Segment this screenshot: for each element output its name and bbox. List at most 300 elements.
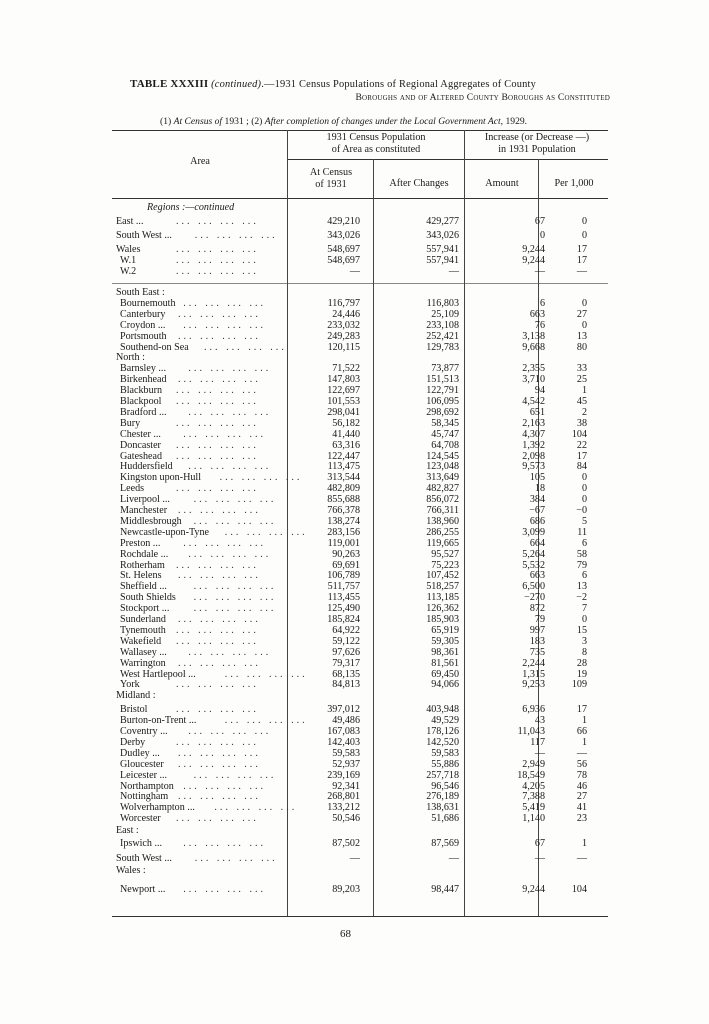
- table-bottom-rule: [112, 916, 608, 917]
- row-area-name: Portsmouth: [120, 330, 167, 342]
- row-after-changes: 69,450: [431, 668, 459, 680]
- row-per-1000: 17: [576, 254, 587, 266]
- row-leader-dots: ... ... ... ...: [176, 704, 259, 716]
- row-increase-amount: 1,140: [522, 813, 545, 825]
- row-per-1000: 41: [576, 802, 587, 814]
- row-area-name: Kingston upon-Hull: [120, 472, 202, 484]
- title-line-1: .—1931 Census Populations of Regional Aggregates of County: [261, 79, 537, 90]
- row-area-name: Worcester: [120, 813, 161, 825]
- row-leader-dots: ... ... ... ...: [183, 537, 267, 549]
- row-increase-amount: 76: [534, 319, 545, 331]
- row-census-1931: 138,274: [327, 515, 360, 527]
- row-leader-dots: ... ... ... ...: [176, 736, 259, 748]
- table-row: [0, 748, 709, 759]
- row-census-1931: 113,455: [327, 592, 360, 604]
- row-increase-amount: 5,532: [522, 559, 545, 571]
- row-census-1931: 50,546: [332, 813, 360, 825]
- row-leader-dots: ... ... ... ...: [178, 657, 261, 669]
- row-leader-dots: ... ... ... ...: [183, 883, 267, 895]
- row-area-name: Sheffield ...: [120, 581, 167, 593]
- row-area-name: Canterbury: [120, 308, 166, 320]
- row-after-changes: 313,649: [426, 472, 459, 484]
- table-row: [0, 802, 709, 813]
- row-per-1000: 15: [576, 624, 587, 636]
- row-increase-amount: 663: [529, 570, 545, 582]
- row-area-name: Bournemouth: [120, 297, 176, 309]
- header-per-1000: Per 1,000: [554, 178, 594, 189]
- row-census-1931: 343,026: [327, 229, 360, 241]
- table-row: [0, 494, 709, 505]
- row-census-1931: 97,626: [332, 646, 360, 658]
- row-per-1000: 1: [581, 736, 587, 748]
- row-census-1931: 548,697: [327, 254, 360, 266]
- table-row: [0, 451, 709, 462]
- table-row: [0, 461, 709, 472]
- row-increase-amount: 79: [534, 614, 545, 625]
- row-area-name: W.2: [120, 265, 137, 277]
- row-leader-dots: ... ... ... ...: [193, 581, 277, 593]
- row-census-1931: —: [349, 852, 360, 864]
- row-leader-dots: ... ... ... ...: [224, 715, 308, 727]
- row-after-changes: 98,361: [431, 646, 459, 658]
- row-increase-amount: 2,244: [522, 657, 545, 669]
- row-after-changes: 482,827: [426, 483, 459, 495]
- table-row: [0, 884, 709, 895]
- row-area-name: Wakefield: [120, 635, 162, 647]
- row-area-name: Preston ...: [120, 537, 161, 549]
- row-per-1000: 2: [581, 406, 587, 418]
- table-row: [0, 825, 709, 836]
- row-census-1931: 84,813: [332, 679, 360, 691]
- row-area-name: Leeds: [120, 483, 145, 495]
- table-row: [0, 483, 709, 494]
- table-row: [0, 592, 709, 603]
- row-area-name: Stockport ...: [120, 603, 170, 615]
- row-after-changes: 94,066: [431, 679, 459, 691]
- header-top-rule: [112, 130, 608, 131]
- row-census-1931: 63,316: [332, 439, 360, 451]
- row-census-1931: 90,263: [332, 548, 360, 560]
- row-per-1000: —: [576, 265, 587, 277]
- group-header-rule: [287, 159, 608, 160]
- row-after-changes: 557,941: [426, 254, 459, 266]
- row-leader-dots: ... ... ... ...: [178, 747, 261, 759]
- row-after-changes: 298,692: [426, 406, 459, 418]
- row-increase-amount: −270: [524, 592, 545, 604]
- row-leader-dots: ... ... ... ...: [194, 229, 278, 241]
- table-row: [0, 570, 709, 581]
- row-increase-amount: 6,500: [522, 581, 545, 593]
- table-row: [0, 352, 709, 363]
- row-after-changes: 95,527: [431, 548, 459, 560]
- header-area: Area: [190, 156, 210, 167]
- table-continued: (continued): [211, 79, 262, 90]
- table-row: [0, 363, 709, 374]
- row-leader-dots: ... ... ... ...: [176, 559, 259, 571]
- row-per-1000: —: [576, 852, 587, 864]
- row-after-changes: 55,886: [431, 758, 459, 770]
- row-area-name: South West ...: [116, 229, 172, 241]
- row-per-1000: 0: [581, 472, 587, 484]
- row-per-1000: 6: [581, 537, 587, 549]
- row-increase-amount: 43: [534, 715, 545, 727]
- row-increase-amount: 117: [530, 736, 545, 748]
- table-row: [0, 538, 709, 549]
- row-census-1931: 249,283: [327, 330, 360, 342]
- row-increase-amount: —: [534, 852, 545, 864]
- row-after-changes: 64,708: [431, 439, 459, 451]
- row-census-1931: 142,403: [327, 736, 360, 748]
- table-row: [0, 603, 709, 614]
- row-census-1931: 855,688: [327, 494, 360, 506]
- row-after-changes: 87,569: [431, 838, 459, 849]
- row-census-1931: 101,553: [327, 396, 360, 407]
- table-row: [0, 298, 709, 309]
- row-after-changes: 116,803: [426, 297, 459, 309]
- row-after-changes: 45,747: [431, 428, 459, 440]
- row-increase-amount: 2,098: [522, 450, 545, 462]
- row-leader-dots: ... ... ... ...: [178, 308, 261, 320]
- row-census-1931: 283,156: [327, 526, 360, 538]
- row-area-name: South West ...: [116, 852, 172, 864]
- table-row: [0, 770, 709, 781]
- row-increase-amount: 18: [534, 483, 545, 495]
- row-after-changes: 518,257: [426, 581, 459, 593]
- row-census-1931: 167,083: [327, 726, 360, 737]
- row-leader-dots: ... ... ... ...: [188, 548, 272, 560]
- table-row: [0, 331, 709, 342]
- row-increase-amount: 9,244: [522, 243, 545, 255]
- table-subtitle: [160, 116, 527, 127]
- row-area-name: Bradford ...: [120, 406, 167, 418]
- row-leader-dots: ... ... ... ...: [194, 852, 278, 864]
- row-after-changes: 766,311: [426, 505, 459, 516]
- row-census-1931: 87,502: [332, 838, 360, 849]
- row-area-name: South Shields: [120, 592, 176, 604]
- row-census-1931: 59,583: [332, 747, 360, 759]
- table-row: [0, 374, 709, 385]
- row-leader-dots: ... ... ... ...: [178, 570, 261, 582]
- row-census-1931: —: [349, 265, 360, 277]
- header-after-changes: After Changes: [389, 178, 449, 189]
- row-after-changes: 75,223: [431, 559, 459, 571]
- row-after-changes: 185,903: [426, 614, 459, 625]
- page-number: 68: [340, 928, 351, 940]
- row-census-1931: 233,032: [327, 319, 360, 331]
- row-leader-dots: ... ... ... ...: [183, 838, 267, 849]
- row-increase-amount: 7,388: [522, 791, 545, 803]
- table-row: [0, 202, 709, 213]
- row-census-1931: 185,824: [327, 614, 360, 625]
- row-area-name: Newport ...: [120, 883, 166, 895]
- row-leader-dots: ... ... ... ...: [183, 297, 267, 309]
- row-increase-amount: 6,936: [522, 704, 545, 716]
- row-leader-dots: ... ... ... ...: [176, 417, 259, 429]
- row-per-1000: 33: [576, 363, 587, 375]
- row-per-1000: 0: [581, 614, 587, 625]
- row-leader-dots: ... ... ... ...: [178, 330, 261, 342]
- row-census-1931: 125,490: [327, 603, 360, 615]
- row-increase-amount: 5,419: [522, 802, 545, 814]
- table-row: [0, 669, 709, 680]
- row-after-changes: 122,791: [426, 385, 459, 397]
- row-leader-dots: ... ... ... ...: [193, 494, 277, 506]
- header-increase-group: [466, 132, 608, 156]
- row-area-name: Tynemouth: [120, 624, 166, 636]
- row-per-1000: 11: [577, 526, 587, 538]
- row-per-1000: 6: [581, 570, 587, 582]
- row-leader-dots: ... ... ... ...: [178, 505, 261, 516]
- row-area-name: Midland :: [116, 690, 156, 702]
- row-after-changes: 403,948: [426, 704, 459, 716]
- table-row: [0, 244, 709, 255]
- row-census-1931: 122,447: [327, 450, 360, 462]
- row-per-1000: 0: [581, 297, 587, 309]
- row-census-1931: 133,212: [327, 802, 360, 814]
- row-per-1000: 45: [576, 396, 587, 407]
- row-increase-amount: 3,138: [522, 330, 545, 342]
- table-row: [0, 853, 709, 864]
- row-census-1931: 113,475: [327, 461, 360, 473]
- row-increase-amount: 686: [529, 515, 545, 527]
- row-area-name: Burton-on-Trent ...: [120, 715, 197, 727]
- row-area-name: Barnsley ...: [120, 363, 166, 375]
- row-increase-amount: −67: [529, 505, 545, 516]
- row-leader-dots: ... ... ... ...: [176, 813, 259, 825]
- row-area-name: Newcastle-upon-Tyne: [120, 526, 209, 538]
- row-census-1931: 92,341: [332, 780, 360, 792]
- row-census-1931: 24,446: [332, 308, 360, 320]
- row-area-name: W.1: [120, 254, 137, 266]
- row-increase-amount: 9,573: [522, 461, 545, 473]
- row-area-name: Wales :: [116, 864, 146, 876]
- row-leader-dots: ... ... ... ...: [188, 726, 272, 737]
- row-census-1931: 147,803: [327, 374, 360, 386]
- row-census-1931: 56,182: [332, 417, 360, 429]
- table-row: [0, 625, 709, 636]
- row-after-changes: 257,718: [426, 769, 459, 781]
- row-census-1931: 548,697: [327, 243, 360, 255]
- table-row: [0, 726, 709, 737]
- row-after-changes: 178,126: [426, 726, 459, 737]
- row-after-changes: 51,686: [431, 813, 459, 825]
- table-row: [0, 865, 709, 876]
- row-after-changes: 138,631: [426, 802, 459, 814]
- row-area-name: North :: [116, 352, 145, 364]
- row-area-name: South East :: [116, 287, 165, 298]
- row-leader-dots: ... ... ... ...: [204, 341, 287, 353]
- row-census-1931: 71,522: [332, 363, 360, 375]
- row-per-1000: 0: [581, 483, 587, 495]
- row-increase-amount: 105: [529, 472, 545, 484]
- header-population-line-1: 1931 Census Population: [326, 132, 426, 143]
- subtitle-note-1-text: At Census of: [173, 116, 223, 127]
- row-census-1931: 298,041: [327, 406, 360, 418]
- table-row: [0, 418, 709, 429]
- row-per-1000: 109: [571, 679, 587, 691]
- row-increase-amount: 663: [529, 308, 545, 320]
- row-after-changes: 138,960: [426, 515, 459, 527]
- table-row: [0, 560, 709, 571]
- table-row: [0, 255, 709, 266]
- table-title: [130, 78, 630, 103]
- header-at-census: [290, 167, 372, 191]
- row-after-changes: 59,583: [431, 747, 459, 759]
- row-increase-amount: 183: [529, 635, 545, 647]
- row-increase-amount: 2,163: [522, 417, 545, 429]
- row-per-1000: 3: [581, 635, 587, 647]
- table-row: [0, 658, 709, 669]
- row-area-name: Derby: [120, 736, 146, 748]
- row-leader-dots: ... ... ... ...: [178, 791, 261, 803]
- row-per-1000: 1: [581, 715, 587, 727]
- row-area-name: Chester ...: [120, 428, 161, 440]
- row-after-changes: 126,362: [426, 603, 459, 615]
- section-rule: [112, 283, 608, 284]
- row-leader-dots: ... ... ... ...: [193, 769, 277, 781]
- row-leader-dots: ... ... ... ...: [224, 668, 308, 680]
- row-increase-amount: 997: [529, 624, 545, 636]
- row-per-1000: 27: [576, 308, 587, 320]
- row-area-name: Bury: [120, 417, 141, 429]
- table-row: [0, 516, 709, 527]
- table-row: [0, 472, 709, 483]
- row-area-name: East ...: [116, 215, 144, 227]
- row-census-1931: 239,169: [327, 769, 360, 781]
- row-after-changes: 107,452: [426, 570, 459, 582]
- row-increase-amount: 4,205: [522, 780, 545, 792]
- row-increase-amount: 9,668: [522, 341, 545, 353]
- row-area-name: St. Helens: [120, 570, 162, 582]
- row-increase-amount: 2,949: [522, 758, 545, 770]
- row-per-1000: 0: [581, 494, 587, 506]
- row-leader-dots: ... ... ... ...: [188, 363, 272, 375]
- subtitle-note-2: (2): [251, 116, 263, 127]
- row-after-changes: 25,109: [431, 308, 459, 320]
- row-increase-amount: 4,307: [522, 428, 545, 440]
- row-per-1000: 1: [581, 838, 587, 849]
- subtitle-note-2-text: After completion of changes under the Local Government Act,: [264, 116, 504, 127]
- row-per-1000: 1: [581, 385, 587, 397]
- table-row: [0, 759, 709, 770]
- table-row: [0, 216, 709, 227]
- row-census-1931: 122,697: [327, 385, 360, 397]
- row-area-name: West Hartlepool ...: [120, 668, 196, 680]
- table-row: [0, 342, 709, 353]
- row-per-1000: 13: [576, 330, 587, 342]
- title-line-2: Boroughs and of Altered County Boroughs as Constituted: [355, 92, 610, 103]
- row-per-1000: 104: [571, 428, 587, 440]
- table-row: [0, 407, 709, 418]
- row-after-changes: 151,513: [426, 374, 459, 386]
- row-increase-amount: 3,710: [522, 374, 545, 386]
- table-row: [0, 266, 709, 277]
- table-number: TABLE XXXIII: [130, 78, 209, 90]
- row-leader-dots: ... ... ... ...: [176, 265, 259, 277]
- header-increase-line-1: Increase (or Decrease —): [484, 132, 590, 143]
- row-leader-dots: ... ... ... ...: [176, 254, 259, 266]
- row-after-changes: 98,447: [431, 883, 459, 895]
- row-after-changes: 65,919: [431, 624, 459, 636]
- row-increase-amount: 18,549: [517, 769, 545, 781]
- table-row: [0, 309, 709, 320]
- row-area-name: Doncaster: [120, 439, 161, 451]
- row-area-name: Warrington: [120, 657, 166, 669]
- row-census-1931: 89,203: [332, 883, 360, 895]
- row-per-1000: 104: [571, 883, 587, 895]
- subtitle-note-1-year: 1931 ;: [224, 116, 249, 127]
- table-row: [0, 791, 709, 802]
- row-after-changes: 557,941: [426, 243, 459, 255]
- row-after-changes: 59,305: [431, 635, 459, 647]
- row-increase-amount: —: [534, 265, 545, 277]
- row-per-1000: 23: [576, 813, 587, 825]
- row-census-1931: 120,115: [327, 341, 360, 353]
- row-leader-dots: ... ... ... ...: [176, 635, 259, 647]
- row-after-changes: 81,561: [431, 657, 459, 669]
- row-census-1931: 482,809: [327, 483, 360, 495]
- row-increase-amount: 67: [534, 215, 545, 227]
- subtitle-note-2-year: 1929.: [505, 116, 528, 127]
- row-leader-dots: ... ... ... ...: [178, 614, 261, 625]
- row-increase-amount: 94: [534, 385, 545, 397]
- row-leader-dots: ... ... ... ...: [176, 215, 259, 227]
- table-row: [0, 440, 709, 451]
- row-area-name: Coventry ...: [120, 726, 168, 737]
- header-population-group: [290, 132, 462, 156]
- row-increase-amount: 5,264: [522, 548, 545, 560]
- row-area-name: Gateshead: [120, 450, 163, 462]
- row-census-1931: 119,001: [327, 537, 360, 549]
- table-row: [0, 320, 709, 331]
- row-census-1931: 313,544: [327, 472, 360, 484]
- row-per-1000: 84: [576, 461, 587, 473]
- table-row: [0, 690, 709, 701]
- header-increase-line-2: in 1931 Population: [498, 144, 576, 155]
- row-leader-dots: ... ... ... ...: [176, 450, 259, 462]
- row-area-name: Bristol: [120, 704, 148, 716]
- row-increase-amount: 2,355: [522, 363, 545, 375]
- table-row: [0, 813, 709, 824]
- table-row: [0, 679, 709, 690]
- row-census-1931: 766,378: [327, 505, 360, 516]
- row-per-1000: 17: [576, 243, 587, 255]
- header-at-census-line-1: At Census: [309, 167, 353, 178]
- table-row: [0, 429, 709, 440]
- table-row: [0, 636, 709, 647]
- row-after-changes: 252,421: [426, 330, 459, 342]
- table-row: [0, 647, 709, 658]
- row-leader-dots: ... ... ... ...: [188, 406, 272, 418]
- row-census-1931: 68,135: [332, 668, 360, 680]
- row-area-name: Regions :—continued: [147, 202, 235, 213]
- row-area-name: Wallasey ...: [120, 646, 167, 658]
- row-area-name: Blackpool: [120, 396, 162, 407]
- row-increase-amount: 664: [529, 537, 545, 549]
- row-area-name: Southend-on Sea: [120, 341, 189, 353]
- table-row: [0, 396, 709, 407]
- row-per-1000: 79: [576, 559, 587, 571]
- row-leader-dots: ... ... ... ...: [176, 624, 259, 636]
- table-row: [0, 505, 709, 516]
- row-census-1931: 49,486: [332, 715, 360, 727]
- row-area-name: Sunderland: [120, 614, 166, 625]
- row-leader-dots: ... ... ... ...: [183, 780, 267, 792]
- row-leader-dots: ... ... ... ...: [193, 603, 277, 615]
- header-population-line-2: of Area as constituted: [331, 144, 421, 155]
- row-increase-amount: 651: [529, 406, 545, 418]
- row-per-1000: 25: [576, 374, 587, 386]
